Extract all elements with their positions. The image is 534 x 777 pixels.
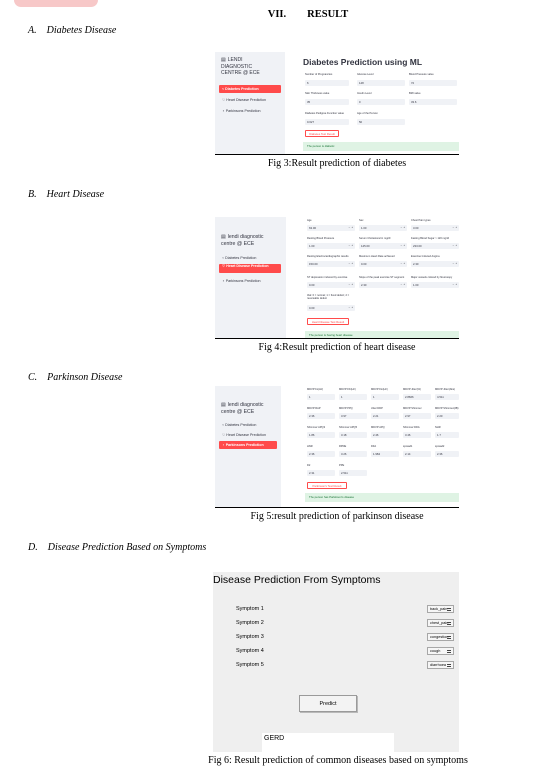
fig6-screenshot	[213, 572, 459, 752]
heart-field-input[interactable]: 2.30 – +	[361, 283, 405, 287]
fig5-main	[281, 386, 459, 507]
diabetes-field-input[interactable]: 72	[409, 80, 457, 86]
field-label: Glucose Level	[357, 73, 374, 76]
parkinson-field-input[interactable]: 2.31	[307, 470, 335, 476]
fig5-nav-parkinsons[interactable]: ♀ Parkinsons Prediction	[219, 441, 277, 449]
heart-field-input[interactable]: 150.00 – +	[309, 262, 353, 266]
field-label: thal: 0 = normal; 1 = fixed defect; 2 = reversable defect	[307, 294, 350, 301]
field-label: Exercise Induced Angina	[411, 255, 440, 258]
fig4-screenshot	[215, 217, 459, 339]
field-label: MDVP:Fhi(Hz)	[339, 388, 356, 391]
symptom-label: Symptom 1	[236, 606, 264, 612]
fig5-nav-diabetes[interactable]: ⌁ Diabetes Prediction	[222, 423, 257, 427]
heart-field-input[interactable]: 233.00 – +	[413, 244, 457, 248]
parkinson-field-input[interactable]: 3.97	[339, 413, 367, 419]
heart-test-button[interactable]: Heart Disease Test Result	[307, 318, 349, 325]
subsection-a: A. Diabetes Disease	[28, 25, 117, 36]
parkinson-field-input[interactable]: 2.46	[371, 432, 399, 438]
diabetes-field-input[interactable]: 0.627	[305, 119, 349, 125]
parkinson-field-input[interactable]: 2.36	[435, 451, 459, 457]
heart-field-input[interactable]: 0.00 – +	[309, 283, 353, 287]
heart-field-input[interactable]: 0.00 – +	[309, 306, 353, 310]
field-label: Age	[307, 219, 312, 222]
subsection-b: B. Heart Disease	[28, 189, 105, 200]
parkinson-field-input[interactable]: 1.7	[435, 432, 459, 438]
parkinson-test-button[interactable]: Parkinson's Test Result	[307, 482, 347, 489]
logo-strip	[14, 0, 98, 7]
field-label: MDVP:Jitter(Abs)	[435, 388, 456, 391]
symptom-label: Symptom 5	[236, 662, 264, 668]
heart-field-input[interactable]: 145.00 – +	[361, 244, 405, 248]
diabetes-result: The person is diabetic	[303, 142, 459, 151]
fig3-main	[285, 52, 459, 154]
prediction-result: GERD	[262, 733, 394, 755]
fig5-caption: Fig 5:result prediction of parkinson disease	[250, 511, 424, 522]
fig4-brand: ▤ lendi diagnostic centre @ ECE	[221, 234, 264, 247]
heart-field-input[interactable]: 3.00 – +	[413, 226, 457, 230]
field-label: Shimmer:APQ3	[307, 426, 326, 429]
field-label: Blood Pressure value	[409, 73, 434, 76]
field-label: Resting Electrocardiographic results	[307, 255, 349, 258]
parkinson-field-input[interactable]: 2.21	[371, 413, 399, 419]
subsection-d: D. Disease Prediction Based on Symptoms	[28, 542, 207, 553]
field-label: MDVP:PPQ	[339, 407, 353, 410]
field-label: spread2	[435, 445, 445, 448]
parkinson-field-input[interactable]: 3.26	[339, 451, 367, 457]
section-number: VII.	[267, 9, 287, 20]
fig4-sidebar	[215, 217, 286, 338]
fig4-caption: Fig 4:Result prediction of heart disease	[258, 342, 416, 353]
fig4-main	[286, 217, 459, 338]
field-label: D2	[307, 464, 311, 467]
parkinson-field-input[interactable]: 3.18	[339, 432, 367, 438]
symptom-label: Symptom 4	[236, 648, 264, 654]
fig3-sidebar	[215, 52, 285, 154]
parkinson-field-input[interactable]: 1	[307, 394, 335, 400]
parkinson-field-input[interactable]: 1.984	[371, 451, 399, 457]
field-label: MDVP:Fo(Hz)	[307, 388, 324, 391]
diabetes-field-input[interactable]: 148	[357, 80, 405, 86]
field-label: ST depression induced by exercise	[307, 276, 348, 279]
fig4-nav-heart[interactable]: ♡ Heart Disease Prediction	[219, 264, 281, 273]
dropdown-indicator-icon	[447, 608, 451, 611]
field-label: DFA	[371, 445, 377, 448]
field-label: MDVP:Shimmer	[403, 407, 422, 410]
parkinson-field-input[interactable]: 3.46	[403, 432, 431, 438]
fig5-brand: ▤ lendi diagnostic centre @ ECE	[221, 402, 264, 415]
heart-field-input[interactable]: 1.00 – +	[361, 226, 405, 230]
diabetes-test-button[interactable]: Diabetes Test Result	[305, 130, 339, 137]
parkinson-field-input[interactable]: 2.14	[403, 451, 431, 457]
dropdown-indicator-icon	[447, 664, 451, 667]
fig3-nav-parkinsons[interactable]: ♀ Parkinsons Prediction	[222, 109, 261, 113]
heart-field-input[interactable]: 63.00 – +	[309, 226, 353, 230]
fig3-brand: ▤ LENDI DIAGNOSTIC CENTRE @ ECE	[221, 57, 260, 76]
fig3-app-title: Diabetes Prediction using ML	[303, 57, 423, 67]
field-label: Age of the Person	[357, 112, 378, 115]
parkinson-field-input[interactable]: 2.8666	[403, 394, 431, 400]
field-label: NHR	[435, 426, 441, 429]
parkinson-field-input[interactable]: 2.36	[307, 451, 335, 457]
field-label: Slope of the peak exercise ST segment	[359, 276, 405, 279]
symptom-2-dropdown[interactable]: chest_pain	[427, 619, 454, 627]
parkinson-field-input[interactable]: 1	[371, 394, 399, 400]
diabetes-field-input[interactable]: 50	[357, 119, 405, 125]
heart-field-input[interactable]: 1.00 – +	[413, 283, 457, 287]
heart-field-input[interactable]: 1.00 – +	[309, 244, 353, 248]
field-label: RPDE	[339, 445, 347, 448]
symptom-label: Symptom 3	[236, 634, 264, 640]
heart-field-input[interactable]: 2.30 – +	[413, 262, 457, 266]
symptom-3-dropdown[interactable]: congestion	[427, 633, 454, 641]
fig3-nav-diabetes[interactable]: ⌁ Diabetes Prediction	[219, 85, 281, 93]
field-label: MDVP:Shimmer(dB)	[435, 407, 459, 410]
subsection-c: C. Parkinson Disease	[28, 372, 123, 383]
diabetes-field-input[interactable]: 33.6	[409, 99, 457, 105]
field-label: Shimmer:DDA	[403, 426, 420, 429]
field-label: Chest Pain types	[411, 219, 431, 222]
fig3-screenshot	[215, 52, 459, 155]
fig6-caption: Fig 6: Result prediction of common diseases based on symptoms	[208, 755, 468, 766]
field-label: Major vessels colored by flourosopy	[411, 276, 453, 279]
dropdown-indicator-icon	[447, 622, 451, 625]
fig3-caption: Fig 3:Result prediction of diabetes	[267, 158, 407, 169]
fig4-nav-diabetes[interactable]: ⌁ Diabetes Prediction	[222, 256, 257, 260]
field-label: Number of Pregnancies	[305, 73, 333, 76]
field-label: MDVP:RAP	[307, 407, 321, 410]
field-label: PPE	[339, 464, 345, 467]
field-label: Insulin Level	[357, 92, 372, 95]
symptom-1-dropdown[interactable]: back_pain	[427, 605, 454, 613]
fig5-screenshot	[215, 386, 459, 508]
parkinson-field-input[interactable]: 1.86	[307, 432, 335, 438]
symptom-5-dropdown[interactable]: diarrhoea	[427, 661, 454, 669]
field-label: spread1	[403, 445, 413, 448]
field-label: Sex	[359, 219, 364, 222]
heart-result: The person is having heart disease	[305, 331, 459, 339]
parkinson-field-input[interactable]: 2.511	[339, 470, 367, 476]
symptom-label: Symptom 2	[236, 620, 264, 626]
fig5-nav-heart[interactable]: ♡ Heart Disease Prediction	[222, 433, 266, 437]
fig4-nav-parkinsons[interactable]: ♀ Parkinsons Prediction	[222, 279, 261, 283]
diabetes-field-input[interactable]: 35	[305, 99, 349, 105]
parkinson-result: The person has Parkinson's disease	[305, 493, 459, 502]
field-label: Fasting Blood Sugar > 120 mg/dl	[411, 237, 449, 240]
field-label: Resting Blood Pressure	[307, 237, 335, 240]
dropdown-indicator-icon	[447, 650, 451, 653]
field-label: Diabetes Pedigree Function value	[305, 112, 344, 115]
field-label: Maximum Heart Rate achieved	[359, 255, 395, 258]
symptom-4-dropdown[interactable]: cough	[427, 647, 454, 655]
diabetes-field-input[interactable]: 0	[357, 99, 405, 105]
field-label: Shimmer:APQ5	[339, 426, 358, 429]
section-title: RESULT	[307, 9, 349, 20]
heart-field-input[interactable]: 0.00 – +	[361, 262, 405, 266]
field-label: MDVP:Flo(Hz)	[371, 388, 388, 391]
field-label: Skin Thickness value	[305, 92, 330, 95]
field-label: MDVP:APQ	[371, 426, 385, 429]
section-heading	[0, 9, 534, 20]
field-label: MDVP:Jitter(%)	[403, 388, 421, 391]
parkinson-field-input[interactable]: 1	[339, 394, 367, 400]
diabetes-field-input[interactable]: 6	[305, 80, 349, 86]
fig6-app-title: Disease Prediction From Symptoms	[213, 574, 381, 586]
field-label: Jitter:DDP	[371, 407, 383, 410]
predict-button[interactable]: Predict	[299, 695, 357, 712]
field-label: HNR	[307, 445, 313, 448]
field-label: Serum Cholestoral in mg/dl	[359, 237, 391, 240]
dropdown-indicator-icon	[447, 636, 451, 639]
fig5-sidebar	[215, 386, 281, 507]
parkinson-field-input[interactable]: 2.36	[307, 413, 335, 419]
field-label: BMI value	[409, 92, 421, 95]
parkinson-field-input[interactable]: 2.20	[435, 413, 459, 419]
parkinson-field-input[interactable]: 4.511	[435, 394, 459, 400]
fig3-nav-heart[interactable]: ♡ Heart Disease Prediction	[222, 98, 266, 102]
parkinson-field-input[interactable]: 2.97	[403, 413, 431, 419]
